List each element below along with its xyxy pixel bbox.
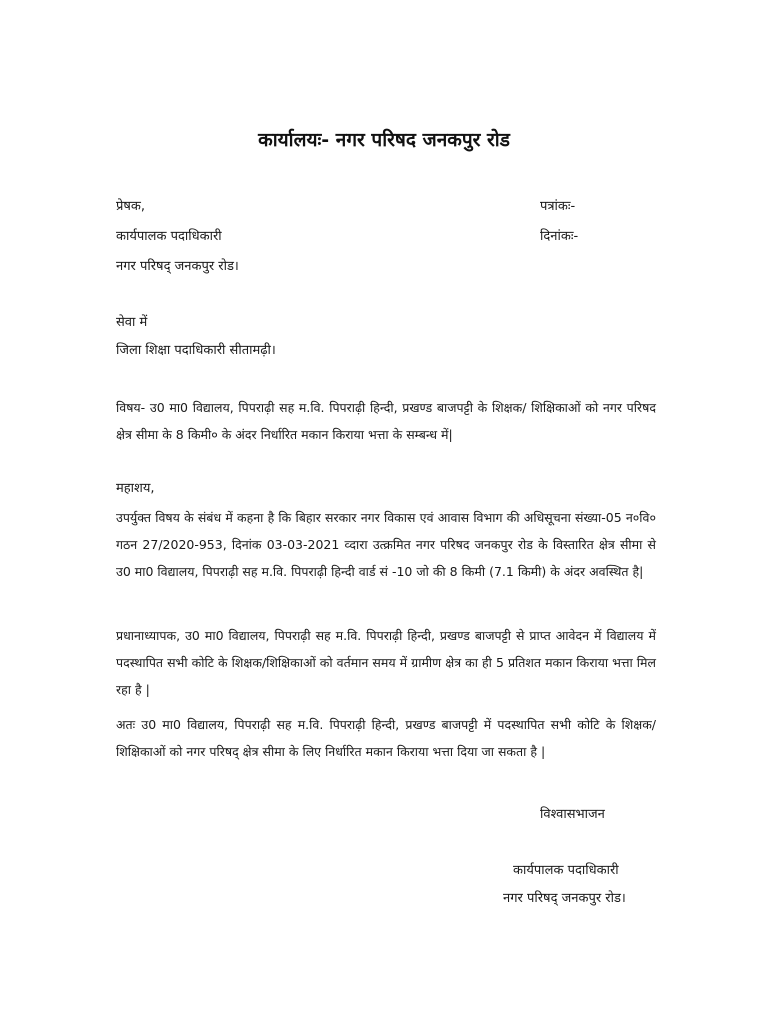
to-label: सेवा में — [116, 315, 148, 330]
body-paragraph-1: उपर्युक्त विषय के संबंध में कहना है कि बिहार सरकार नगर विकास एवं आवास विभाग की अधिसूचना संख्या-05 न०वि० गठन 27/2020-953, दिनांक 03-03-2021 व्दारा उत्क्रमित नगर परिषद जनकपुर रोड के विस्तारित क्षेत्र सीमा से उ0 मा0 विद्यालय, पिपराढ़ी सह म.वि. पिपराढ़ी हिन्दी वार्ड सं -10 जो की 8 किमी (7.1 किमी) के अंदर अवस्थित है| — [116, 510, 656, 579]
body-paragraph-3: अतः उ0 मा0 विद्यालय, पिपराढ़ी सह म.वि. पिपराढ़ी हिन्दी, प्रखण्ड बाजपट्टी में पदस्थापित सभी कोटि के शिक्षक/शिक्षिकाओं को नगर परिषद् क्षेत्र सीमा के लिए निर्धारित मकान किराया भत्ता दिया जा सकता है | — [116, 717, 656, 759]
recipient: जिला शिक्षा पदाधिकारी सीतामढ़ी। — [116, 343, 276, 358]
reference-number-label: पत्रांकः- — [540, 199, 576, 214]
closing-text: विश्वासभाजन — [540, 807, 605, 822]
date-label: दिनांकः- — [540, 229, 579, 244]
letter-title: कार्यालयः- नगर परिषद जनकपुर रोड — [258, 129, 510, 151]
salutation: महाशय, — [116, 481, 155, 496]
subject-line: विषय- उ0 मा0 विद्यालय, पिपराढ़ी सह म.वि. पिपराढ़ी हिन्दी, प्रखण्ड बाजपट्टी के शिक्षक/ शिक्षिकाओं को नगर परिषद क्षेत्र सीमा के 8 किमी० के अंदर निर्धारित मकान किराया भत्ता के सम्बन्ध में| — [116, 400, 656, 442]
sender-label: प्रेषक, — [116, 199, 146, 214]
sender-office: नगर परिषद् जनकपुर रोड। — [116, 259, 239, 274]
body-paragraph-2: प्रधानाध्यापक, उ0 मा0 विद्यालय, पिपराढ़ी सह म.वि. पिपराढ़ी हिन्दी, प्रखण्ड बाजपट्टी से प्राप्त आवेदन में विद्यालय में पदस्थापित सभी कोटि के शिक्षक/शिक्षिकाओं को वर्तमान समय में ग्रामीण क्षेत्र का ही 5 प्रतिशत मकान किराया भत्ता मिल रहा है | — [116, 628, 656, 697]
signatory-designation: कार्यपालक पदाधिकारी — [513, 863, 619, 878]
sender-designation: कार्यपालक पदाधिकारी — [116, 229, 222, 244]
signatory-office: नगर परिषद् जनकपुर रोड। — [503, 891, 626, 906]
